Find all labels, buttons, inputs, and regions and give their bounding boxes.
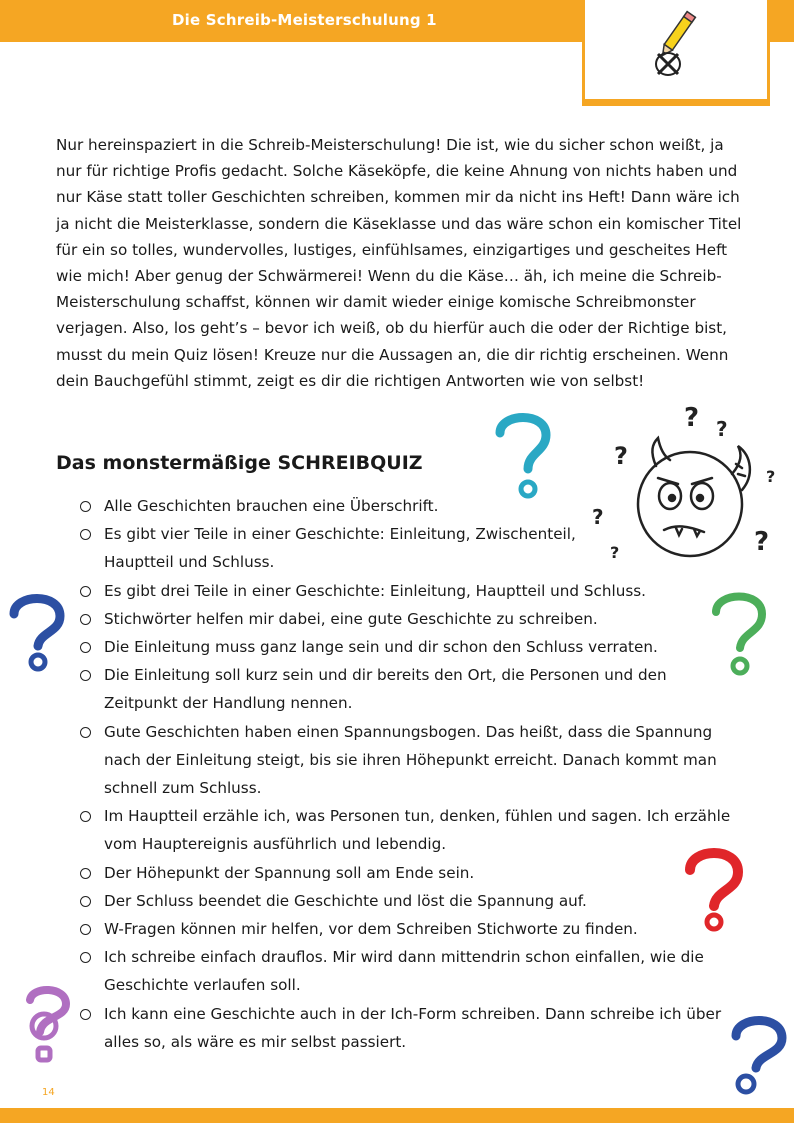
svg-text:?: ? — [716, 417, 728, 441]
footer-bar — [0, 1108, 794, 1123]
quiz-checkbox[interactable] — [80, 614, 91, 625]
quiz-item-text: Es gibt drei Teile in einer Geschichte: Einleitung, Hauptteil und Schluss. — [104, 581, 647, 600]
quiz-checkbox[interactable] — [80, 501, 91, 512]
quiz-item — [80, 859, 740, 887]
quiz-item-text: Der Schluss beendet die Geschichte und löst die Spannung auf. — [104, 891, 587, 910]
quiz-item-text: Es gibt vier Teile in einer Geschichte: Einleitung, Zwischenteil, Hauptteil und Schluss. — [104, 525, 576, 572]
quiz-item-text: Im Hauptteil erzähle ich, was Personen tun, denken, fühlen und sagen. Ich erzähle vom Hauptereignis ausführlich und lebendig. — [104, 807, 731, 854]
quiz-item-text: Gute Geschichten haben einen Spannungsbogen. Das heißt, dass die Spannung nach der Einleitung steigt, bis sie ihren Höhepunkt erreicht. Danach kommt man schnell zum Schluss. — [104, 722, 717, 798]
quiz-checkbox[interactable] — [80, 896, 91, 907]
monster-illustration — [592, 392, 792, 570]
quiz-item — [80, 520, 592, 576]
quiz-item-text: Stichwörter helfen mir dabei, eine gute Geschichte zu schreiben. — [104, 609, 598, 628]
quiz-item — [80, 633, 740, 661]
quiz-title: Das monstermäßige SCHREIBQUIZ — [56, 452, 423, 474]
question-mark-icon — [706, 586, 772, 678]
quiz-item-text: Die Einleitung soll kurz sein und dir bereits den Ort, die Personen und den Zeitpunkt der Handlung nennen. — [104, 666, 667, 713]
quiz-checkbox[interactable] — [80, 1009, 91, 1020]
quiz-checkbox[interactable] — [80, 727, 91, 738]
quiz-item — [80, 718, 740, 803]
question-mark-icon — [490, 405, 556, 501]
quiz-item — [80, 915, 740, 943]
quiz-item — [80, 943, 740, 999]
quiz-item — [80, 802, 740, 858]
svg-text:?: ? — [754, 527, 770, 557]
svg-text:?: ? — [684, 403, 700, 433]
quiz-item — [80, 577, 740, 605]
quiz-checkbox[interactable] — [80, 924, 91, 935]
quiz-item — [80, 605, 740, 633]
quiz-checkbox[interactable] — [80, 529, 91, 540]
quiz-list — [80, 492, 740, 1056]
question-mark-icon — [728, 1012, 790, 1096]
quiz-checkbox[interactable] — [80, 670, 91, 681]
quiz-item — [80, 887, 740, 915]
quiz-checkbox[interactable] — [80, 868, 91, 879]
svg-text:?: ? — [614, 442, 628, 470]
quiz-item — [80, 661, 694, 717]
quiz-item-text: Die Einleitung muss ganz lange sein und dir schon den Schluss verraten. — [104, 638, 658, 657]
svg-text:?: ? — [592, 505, 604, 529]
quiz-item-text: Alle Geschichten brauchen eine Überschrift. — [104, 497, 439, 515]
quiz-item-text: Ich kann eine Geschichte auch in der Ich-Form schreiben. Dann schreibe ich über alles so, als wäre es mir selbst passiert. — [104, 1004, 722, 1051]
question-mark-icon — [22, 982, 74, 1068]
quiz-item — [80, 1000, 740, 1056]
question-mark-icon — [682, 842, 746, 934]
quiz-item-text: Ich schreibe einfach drauflos. Mir wird dann mittendrin schon einfallen, wie die Geschichte verlaufen soll. — [104, 948, 704, 995]
quiz-checkbox[interactable] — [80, 586, 91, 597]
svg-text:?: ? — [610, 543, 620, 562]
quiz-item-text: W-Fragen können mir helfen, vor dem Schreiben Stichworte zu finden. — [104, 920, 638, 939]
pencil-checkbox-icon — [646, 8, 698, 80]
svg-text:?: ? — [766, 467, 776, 486]
quiz-checkbox[interactable] — [80, 952, 91, 963]
quiz-item-text: Der Höhepunkt der Spannung soll am Ende sein. — [104, 863, 475, 882]
quiz-checkbox[interactable] — [80, 642, 91, 653]
header-title: Die Schreib-Meisterschulung 1 — [172, 11, 437, 29]
quiz-checkbox[interactable] — [80, 811, 91, 822]
question-mark-icon — [6, 588, 68, 674]
page-number: 14 — [42, 1087, 55, 1098]
intro-text: Nur hereinspaziert in die Schreib-Meisterschulung! Die ist, wie du sicher schon weißt, ja nur für richtige Profis gedacht. Solche Käseköpfe, die keine Ahnung von nichts haben und nur Käse statt toller Geschichten schreiben, kommen mir da nicht ins Heft! Dann wäre ich ja nicht die Meisterklasse, sondern die Käseklasse und das wäre schon ein komischer Titel für ein so tolles, wundervolles, lustiges, einfühlsames, einzigartiges und gescheites Heft wie mich! Aber genug der Schwärmerei! Wenn du die Käse… äh, ich meine die Schreib-Meisterschulung schaffst, können wir damit wieder einige komische Schreibmonster verjagen. Also, los geht’s – bevor ich weiß, ob du hierfür auch die oder der Richtige bist, musst du mein Quiz lösen! Kreuze nur die Aussagen an, die dir richtig erscheinen. Wenn dein Bauchgefühl stimmt, zeigt es dir die richtigen Antworten wie von selbst! — [56, 136, 742, 390]
